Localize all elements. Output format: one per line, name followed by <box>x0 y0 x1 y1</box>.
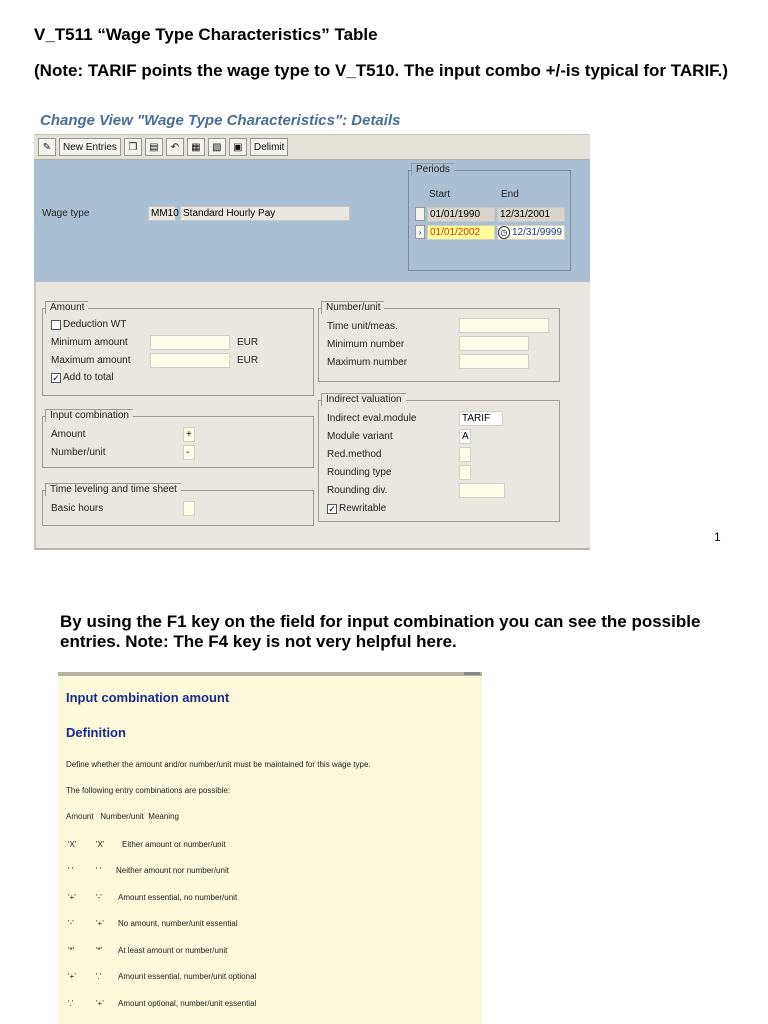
end-label: End <box>501 189 519 200</box>
help-line-2: The following entry combinations are possible: <box>66 786 231 795</box>
input-number-value[interactable]: - <box>183 445 195 460</box>
minimum-amount-input[interactable] <box>150 335 230 350</box>
help-row-7-meaning: Amount optional, number/unit essential <box>118 999 257 1008</box>
help-row-1-meaning: Either amount or number/unit <box>122 840 226 849</box>
document-heading: V_T511 “Wage Type Characteristics” Table <box>34 25 378 44</box>
clock-icon[interactable]: ◷ <box>498 226 510 239</box>
add-to-total-checkbox[interactable]: ✓ <box>52 373 60 383</box>
minimum-amount-label: Minimum amount <box>51 337 128 348</box>
periods-title: Periods <box>411 163 454 176</box>
number-unit-title: Number/unit <box>321 301 384 314</box>
header-section <box>34 160 590 282</box>
amount-group <box>42 302 314 396</box>
input-combination-title: Input combination <box>45 409 133 422</box>
eval-module-label: Indirect eval.module <box>327 413 417 424</box>
help-row-5-amount: '*' <box>68 946 75 955</box>
time-leveling-title: Time leveling and time sheet <box>45 483 181 496</box>
period-end-1: 12/31/2001 <box>497 207 565 222</box>
period-start-1: 01/01/1990 <box>427 207 495 222</box>
save-icon[interactable]: ▤ <box>145 138 163 156</box>
rounding-div-label: Rounding div. <box>327 485 388 496</box>
rewritable-checkbox[interactable]: ✓ <box>328 504 336 514</box>
help-row-2-meaning: Neither amount nor number/unit <box>116 866 229 875</box>
details-section <box>34 282 590 550</box>
help-row-3-amount: '+' <box>68 893 76 902</box>
help-row-2-amount: ' ' <box>68 866 74 875</box>
module-variant-label: Module variant <box>327 431 393 442</box>
help-col-number: Number/unit <box>100 812 144 821</box>
deduction-label: Deduction WT <box>63 319 127 330</box>
help-row-2-number: ' ' <box>96 866 102 875</box>
edit-pencil-icon[interactable]: ✎ <box>38 138 56 156</box>
input-combination-group <box>42 410 314 468</box>
help-row-1-number: 'X' <box>96 840 105 849</box>
delimit-button[interactable]: Delimit <box>250 138 289 156</box>
maximum-amount-input[interactable] <box>150 353 230 368</box>
indirect-valuation-group <box>318 394 560 522</box>
indirect-valuation-title: Indirect valuation <box>321 393 406 406</box>
start-label: Start <box>429 189 451 200</box>
wage-type-label: Wage type <box>42 208 90 219</box>
help-row-6-meaning: Amount essential, number/unit optional <box>118 972 257 981</box>
input-number-label: Number/unit <box>51 447 106 458</box>
input-amount-label: Amount <box>51 429 86 440</box>
number-unit-group <box>318 302 560 382</box>
sap-screen-title: Change View "Wage Type Characteristics": Details <box>40 112 401 129</box>
select-block-icon[interactable]: ▧ <box>208 138 226 156</box>
copy-icon[interactable]: ❐ <box>124 138 142 156</box>
rewritable-label: Rewritable <box>339 503 387 514</box>
help-row-6-amount: '+' <box>68 972 76 981</box>
max-currency: EUR <box>237 355 259 366</box>
wage-type-code[interactable]: MM10 <box>148 206 176 221</box>
basic-hours-label: Basic hours <box>51 503 104 514</box>
help-definition-heading: Definition <box>66 725 126 740</box>
help-row-4-meaning: No amount, number/unit essential <box>118 919 238 928</box>
maximum-amount-label: Maximum amount <box>51 355 131 366</box>
select-all-icon[interactable]: ▦ <box>187 138 205 156</box>
wage-type-text: Standard Hourly Pay <box>180 206 350 221</box>
help-line-1: Define whether the amount and/or number/unit must be maintained for this wage type. <box>66 760 371 769</box>
deselect-icon[interactable]: ▣ <box>229 138 247 156</box>
panel-resize-handle[interactable] <box>464 672 480 675</box>
help-col-meaning: Meaning <box>148 812 179 821</box>
period-select-1[interactable] <box>415 207 425 221</box>
minimum-number-label: Minimum number <box>327 339 405 350</box>
maximum-number-label: Maximum number <box>327 357 408 368</box>
amount-group-title: Amount <box>45 301 88 314</box>
help-row-5-number: '*' <box>96 946 103 955</box>
page-number: 1 <box>714 530 721 544</box>
time-unit-label: Time unit/meas. <box>327 321 398 332</box>
f1-help-panel <box>58 672 482 1024</box>
rounding-type-input[interactable] <box>459 465 471 480</box>
periods-box <box>408 164 571 271</box>
help-row-7-amount: '.' <box>68 999 74 1008</box>
red-method-input[interactable] <box>459 447 471 462</box>
help-row-3-number: '-' <box>96 893 102 902</box>
help-row-6-number: '.' <box>96 972 102 981</box>
help-row-3-meaning: Amount essential, no number/unit <box>118 893 238 902</box>
module-variant-input[interactable]: A <box>459 429 471 444</box>
help-row-7-number: '+' <box>96 999 104 1008</box>
time-unit-input[interactable] <box>459 318 549 333</box>
maximum-number-input[interactable] <box>459 354 529 369</box>
input-amount-value[interactable]: + <box>183 427 195 442</box>
min-currency: EUR <box>237 337 259 348</box>
period-start-2[interactable]: 01/01/2002 <box>427 225 495 240</box>
red-method-label: Red.method <box>327 449 382 460</box>
document-note: (Note: TARIF points the wage type to V_T510. The input combo +/-is typical for TARIF.) <box>34 61 729 80</box>
help-row-4-amount: '-' <box>68 919 74 928</box>
add-to-total-label: Add to total <box>63 372 114 383</box>
application-toolbar <box>34 134 590 160</box>
rounding-div-input[interactable] <box>459 483 505 498</box>
help-column-headers <box>66 812 179 821</box>
eval-module-input[interactable]: TARIF <box>459 411 503 426</box>
time-leveling-group <box>42 484 314 526</box>
period-select-2-icon[interactable]: › <box>415 225 425 239</box>
period-end-2[interactable]: 12/31/9999 <box>497 225 565 240</box>
rounding-type-label: Rounding type <box>327 467 392 478</box>
help-row-5-meaning: At least amount or number/unit <box>118 946 228 955</box>
instruction-paragraph: By using the F1 key on the field for input combination you can see the possible entries. Note: The F4 key is not very helpful here. <box>60 612 701 651</box>
minimum-number-input[interactable] <box>459 336 529 351</box>
help-title: Input combination amount <box>66 690 230 705</box>
deduction-checkbox[interactable] <box>51 320 61 330</box>
help-col-amount: Amount <box>66 812 94 821</box>
help-row-1-amount: 'X' <box>68 840 77 849</box>
undo-icon[interactable]: ↶ <box>166 138 184 156</box>
help-row-4-number: '+' <box>96 919 104 928</box>
new-entries-button[interactable]: New Entries <box>59 138 121 156</box>
basic-hours-input[interactable] <box>183 501 195 516</box>
